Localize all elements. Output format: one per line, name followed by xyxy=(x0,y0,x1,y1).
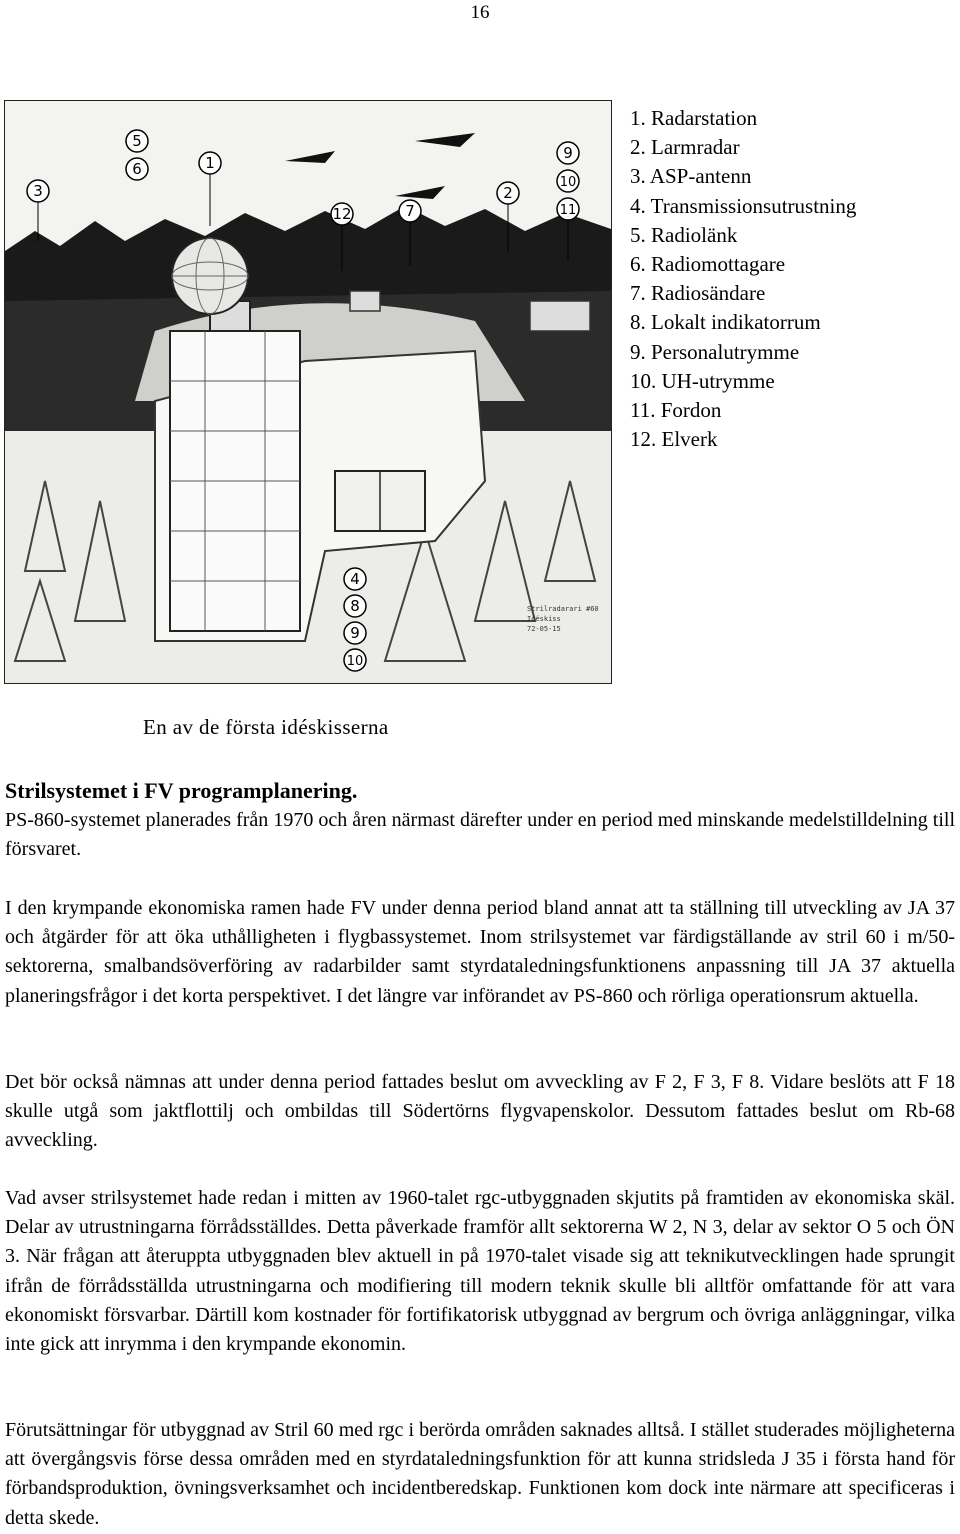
legend-item: 6. Radiomottagare xyxy=(630,252,786,277)
legend-item: 1. Radarstation xyxy=(630,106,758,130)
marker-bottom-label: 8 xyxy=(350,597,360,615)
paragraph: I den krympande ekonomiska ramen hade FV under denna period bland annat att ta ställning till utveckling av JA 37 och åtgärder för att öka uthålligheten i flygbassystemet. Inom strilsystemet var färdigställande av stril 60 i m/50-sektorerna, smalbandsöverföring av radarbilder samt styrdataledningsfunktionens anpassning till JA 37 aktuella planeringsfrågor i det korta perspektivet. I det längre var införandet av PS-860 och rörliga operationsrum aktuella. xyxy=(5,897,955,1007)
page-number: 16 xyxy=(470,2,490,23)
marker-top-label: 10 xyxy=(559,175,577,190)
legend-item: 3. ASP-antenn xyxy=(630,164,752,189)
marker-top-label: 2 xyxy=(503,184,513,202)
figure-caption: En av de första idéskisserna xyxy=(143,715,389,739)
paragraph: Förutsättningar för utbyggnad av Stril 60 med rgc i berörda områden saknades alltså. I stället studerades möjligheterna att övergångsvis förse dessa områden med en styrdataledningsfunktion för att kunna stridsleda J 35 i första hand för förbandsproduktion, övningsverksamhet och incidentberedskap. Funktionen kom dock inte närmare att specificeras i detta skede. xyxy=(5,1419,955,1529)
marker-bottom xyxy=(344,568,366,590)
marker-top-label: 11 xyxy=(559,203,577,218)
sketch-label-line: Strilradarari #60 xyxy=(527,605,599,613)
section-heading: Strilsystemet i FV programplanering. xyxy=(5,778,358,803)
marker-top-label: 5 xyxy=(132,132,142,150)
marker-bottom xyxy=(344,649,366,671)
sketch-drawing xyxy=(5,101,611,683)
marker-top-label: 12 xyxy=(332,205,352,223)
marker-top-label: 1 xyxy=(205,154,215,172)
marker-top xyxy=(557,142,579,164)
radar-station-sketch xyxy=(4,100,612,684)
marker-bottom-label: 4 xyxy=(350,570,360,588)
paragraph: Det bör också nämnas att under denna period fattades beslut om avveckling av F 2, F 3, F 8. Vidare beslöts att F 18 skulle utgå som jaktflottilj och ombildas till Södertörns flygvapenskolor. Dessutom fattades beslut om Rb-68 avveckling. xyxy=(5,1071,955,1152)
marker-top-label: 9 xyxy=(563,144,573,162)
legend-item: 9. Personalutrymme xyxy=(630,339,800,364)
marker-bottom xyxy=(344,595,366,617)
legend-item: 5. Radiolänk xyxy=(630,222,738,247)
legend-item: 7. Radiosändare xyxy=(630,281,766,306)
marker-bottom-label: 9 xyxy=(350,624,360,642)
legend-item: 8. Lokalt indikatorrum xyxy=(630,310,821,335)
paragraph: PS-860-systemet planerades från 1970 och åren närmast därefter under en period med minskande medelstilldelning till försvaret. xyxy=(5,809,955,861)
paragraph: Vad avser strilsystemet hade redan i mitten av 1960-talet rgc-utbyggnaden skjutits på framtiden av ekonomiska skäl. Delar av utrustningarna förrådsställdes. Detta påverkade framför allt sektorerna W 2, N 3, delar av sektor O 5 och ÖN 3. När frågan att återuppta utbyggnaden blev aktuell in på 1970-talet visade sig att teknikutvecklingen hade sprungit ifrån de förrådsställda utrustningarna och modifiering till modern teknik skulle bli alltför omfattande för att vara ekonomiskt försvarbar. Därtill kom kostnader för fortifikatorisk utbyggnad av bergrum och övriga anläggningar, vilka inte gick att inrymma i den krympande ekonomin. xyxy=(5,1187,955,1356)
marker-top-label: 6 xyxy=(132,160,142,178)
legend-item: 12. Elverk xyxy=(630,427,718,452)
figure-legend xyxy=(630,104,856,454)
marker-bottom xyxy=(344,622,366,644)
marker-top xyxy=(126,130,148,152)
legend-item: 11. Fordon xyxy=(630,398,722,423)
marker-top-label: 7 xyxy=(405,202,415,220)
marker-top-label: 3 xyxy=(33,182,43,200)
sketch-label-line: 72-05-15 xyxy=(527,625,561,633)
marker-top xyxy=(126,158,148,180)
legend-item: 4. Transmissionsutrustning xyxy=(630,193,857,218)
marker-top xyxy=(557,170,579,192)
legend-item: 10. UH-utrymme xyxy=(630,368,775,393)
sketch-label-line: Idéskiss xyxy=(527,615,561,623)
marker-bottom-label: 10 xyxy=(346,654,364,669)
legend-item: 2. Larmradar xyxy=(630,135,740,160)
